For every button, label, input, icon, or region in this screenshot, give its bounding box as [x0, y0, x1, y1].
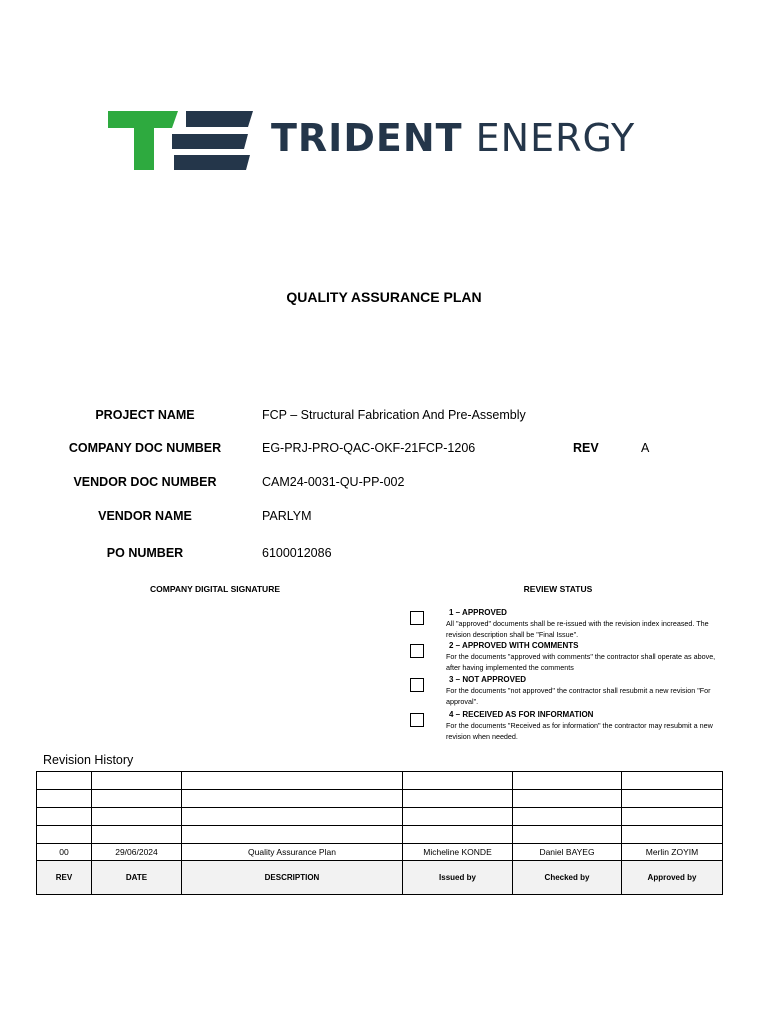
approved-by-cell: Merlin ZOYIM: [622, 844, 723, 861]
table-cell: [622, 808, 723, 826]
project-name-label: PROJECT NAME: [95, 408, 195, 422]
table-cell: [37, 772, 92, 790]
rev-cell: 00: [37, 844, 92, 861]
project-name-value: FCP – Structural Fabrication And Pre-Assembly: [262, 408, 526, 422]
status-4-description: For the documents "Received as for information" the contractor may resubmit a new revision when needed.: [446, 721, 713, 741]
header-approved-by: Approved by: [622, 861, 723, 895]
table-cell: [182, 808, 403, 826]
company-doc-number-value: EG-PRJ-PRO-QAC-OKF-21FCP-1206: [262, 441, 476, 455]
table-cell: [92, 772, 182, 790]
status-1-description: All "approved" documents shall be re-issued with the revision index increased. The revision description shall be "Final Issue".: [446, 619, 709, 639]
header-checked-by: Checked by: [513, 861, 622, 895]
brand-strong: TRIDENT: [271, 116, 463, 160]
empty-row: [37, 826, 723, 844]
brand-name: [271, 116, 635, 160]
table-cell: [182, 772, 403, 790]
logo-t-shape: [108, 111, 178, 170]
table-cell: [37, 790, 92, 808]
description-cell: Quality Assurance Plan: [182, 844, 403, 861]
table-cell: [403, 808, 513, 826]
table-cell: [622, 790, 723, 808]
table-cell: [622, 826, 723, 844]
header-issued-by: Issued by: [403, 861, 513, 895]
table-cell: [92, 808, 182, 826]
table-cell: [37, 826, 92, 844]
header-description: DESCRIPTION: [182, 861, 403, 895]
status-2-heading: 2 – APPROVED WITH COMMENTS: [449, 641, 579, 650]
empty-row: [37, 808, 723, 826]
vendor-name-value: PARLYM: [262, 509, 312, 523]
status-2-checkbox[interactable]: [410, 644, 424, 658]
table-cell: [37, 808, 92, 826]
table-cell: [622, 772, 723, 790]
po-number-label: PO NUMBER: [106, 546, 184, 560]
checked-by-cell: Daniel BAYEG: [513, 844, 622, 861]
status-3-checkbox[interactable]: [410, 678, 424, 692]
rev-label: REV: [573, 441, 599, 455]
status-1-checkbox[interactable]: [410, 611, 424, 625]
table-cell: [513, 826, 622, 844]
po-number-value: 6100012086: [262, 546, 332, 560]
revision-history-table: [36, 771, 723, 895]
status-3-description: For the documents "not approved" the contractor shall resubmit a new revision "For approval".: [446, 686, 711, 706]
issued-by-cell: Micheline KONDE: [403, 844, 513, 861]
status-4-checkbox[interactable]: [410, 713, 424, 727]
status-3-heading: 3 – NOT APPROVED: [449, 675, 527, 684]
table-cell: [403, 790, 513, 808]
status-4-heading: 4 – RECEIVED AS FOR INFORMATION: [449, 710, 594, 719]
empty-row: [37, 790, 723, 808]
company-doc-number-label: COMPANY DOC NUMBER: [68, 441, 222, 455]
table-row: [37, 844, 723, 861]
header-date: DATE: [92, 861, 182, 895]
review-status-title: REVIEW STATUS: [523, 584, 593, 594]
table-cell: [182, 826, 403, 844]
brand-light: ENERGY: [475, 116, 636, 160]
document-title: QUALITY ASSURANCE PLAN: [286, 289, 482, 305]
table-cell: [513, 808, 622, 826]
status-2-description: For the documents "approved with comments" the contractor shall operate as above, after having implemented the comments: [446, 652, 716, 672]
revision-history-title: Revision History: [43, 753, 134, 767]
vendor-doc-number-value: CAM24-0031-QU-PP-002: [262, 475, 405, 489]
status-1-heading: 1 – APPROVED: [449, 608, 507, 617]
table-cell: [403, 772, 513, 790]
table-cell: [513, 790, 622, 808]
table-header-row: [37, 861, 723, 895]
company-digital-signature-title: COMPANY DIGITAL SIGNATURE: [149, 584, 281, 594]
table-cell: [513, 772, 622, 790]
date-cell: 29/06/2024: [92, 844, 182, 861]
vendor-doc-number-label: VENDOR DOC NUMBER: [73, 475, 217, 489]
empty-row: [37, 772, 723, 790]
logo-e-shape: [172, 111, 253, 170]
table-cell: [403, 826, 513, 844]
table-cell: [92, 826, 182, 844]
rev-value: A: [641, 441, 650, 455]
table-cell: [182, 790, 403, 808]
table-cell: [92, 790, 182, 808]
header-rev: REV: [37, 861, 92, 895]
vendor-name-label: VENDOR NAME: [98, 509, 192, 523]
